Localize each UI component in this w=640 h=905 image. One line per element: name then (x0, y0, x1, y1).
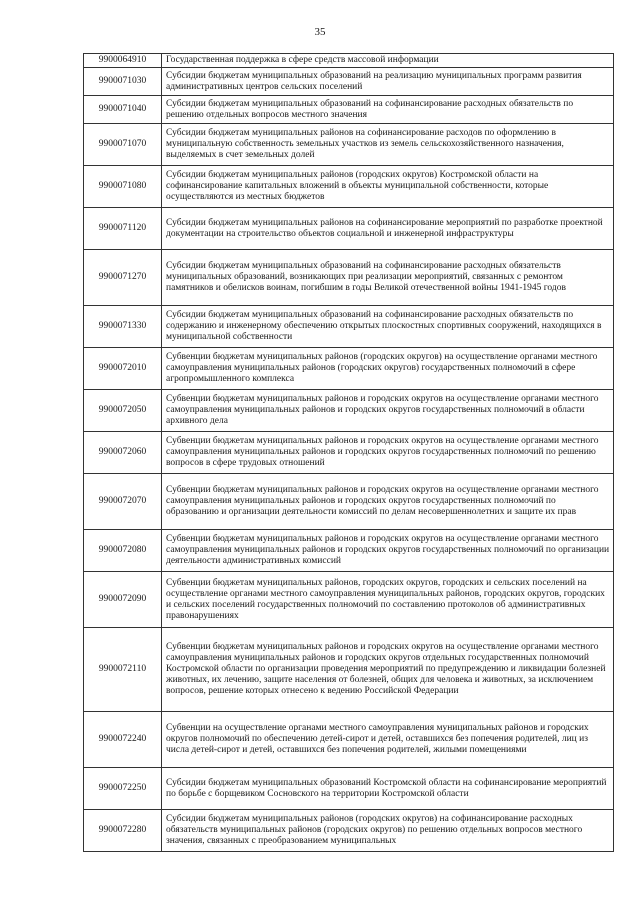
code-cell: 9900072240 (84, 712, 162, 768)
table-row (84, 96, 614, 124)
description-cell: Субвенции бюджетам муниципальных районов и городских округов на осуществление органами местного самоуправления муниципальных районов и городских округов государственных полномочий по образованию и организации деятельности комиссий по делам несовершеннолетних и защите их прав (162, 474, 614, 530)
table-row (84, 208, 614, 250)
code-cell: 9900072060 (84, 432, 162, 474)
code-cell: 9900072110 (84, 628, 162, 712)
table-row (84, 68, 614, 96)
description-cell: Субсидии бюджетам муниципальных районов (городских округов) Костромской области на софинансирование капитальных вложений в объекты муниципальной собственности, которые осуществляются из местных бюджетов (162, 166, 614, 208)
code-cell: 9900064910 (84, 54, 162, 68)
code-cell: 9900071070 (84, 124, 162, 166)
code-cell: 9900071030 (84, 68, 162, 96)
description-cell: Субвенции бюджетам муниципальных районов и городских округов на осуществление органами местного самоуправления муниципальных районов и городских округов государственных полномочий в области архивного дела (162, 390, 614, 432)
code-cell: 9900072280 (84, 810, 162, 852)
description-cell: Государственная поддержка в сфере средств массовой информации (162, 54, 614, 68)
table-row (84, 530, 614, 572)
code-cell: 9900072050 (84, 390, 162, 432)
code-cell: 9900071080 (84, 166, 162, 208)
table-row (84, 250, 614, 306)
table-row (84, 810, 614, 852)
table-row (84, 712, 614, 768)
budget-codes-table (83, 53, 614, 852)
description-cell: Субсидии бюджетам муниципальных образований на реализацию муниципальных программ развития административных центров сельских поселений (162, 68, 614, 96)
table-row (84, 306, 614, 348)
code-cell: 9900072250 (84, 768, 162, 810)
description-cell: Субвенции бюджетам муниципальных районов, городских округов, городских и сельских поселений на осуществление органами местного самоуправления муниципальных районов, городских округов, городских и сельских поселений государственных полномочий по составлению протоколов об административных правонарушениях (162, 572, 614, 628)
table-row (84, 348, 614, 390)
page-number: 35 (314, 26, 326, 38)
table-row (84, 124, 614, 166)
code-cell: 9900072080 (84, 530, 162, 572)
description-cell: Субсидии бюджетам муниципальных образований на софинансирование расходных обязательств по решению отдельных вопросов местного значения (162, 96, 614, 124)
description-cell: Субсидии бюджетам муниципальных районов на софинансирование мероприятий по разработке проектной документации на строительство объектов социальной и инженерной инфраструктуры (162, 208, 614, 250)
description-cell: Субсидии бюджетам муниципальных районов (городских округов) на софинансирование расходных обязательств муниципальных районов (городских округов) по решению отдельных вопросов местного значения, связанных с преобразованием муниципальных (162, 810, 614, 852)
table-row (84, 54, 614, 68)
table-row (84, 768, 614, 810)
description-cell: Субсидии бюджетам муниципальных образований на софинансирование расходных обязательств по содержанию и инженерному обеспечению открытых плоскостных спортивных сооружений, находящихся в муниципальной собственности (162, 306, 614, 348)
description-cell: Субвенции бюджетам муниципальных районов (городских округов) на осуществление органами местного самоуправления муниципальных районов (городских округов) государственных полномочий в сфере агропромышленного комплекса (162, 348, 614, 390)
description-cell: Субвенции бюджетам муниципальных районов и городских округов на осуществление органами местного самоуправления муниципальных районов и городских округов государственных полномочий по решению вопросов в сфере трудовых отношений (162, 432, 614, 474)
table-row (84, 390, 614, 432)
table-row (84, 166, 614, 208)
code-cell: 9900072090 (84, 572, 162, 628)
code-cell: 9900071040 (84, 96, 162, 124)
description-cell: Субвенции бюджетам муниципальных районов и городских округов на осуществление органами местного самоуправления муниципальных районов и городских округов отдельных государственных полномочий Костромской области по организации проведения мероприятий по предупреждению и ликвидации болезней животных, их лечению, защите населения от болезней, общих для человека и животных, за исключением вопросов, решение которых отнесено к ведению Российской Федерации (162, 628, 614, 712)
code-cell: 9900071330 (84, 306, 162, 348)
code-cell: 9900072070 (84, 474, 162, 530)
table-row (84, 572, 614, 628)
code-cell: 9900072010 (84, 348, 162, 390)
table-row (84, 432, 614, 474)
code-cell: 9900071120 (84, 208, 162, 250)
code-cell: 9900071270 (84, 250, 162, 306)
description-cell: Субвенции бюджетам муниципальных районов и городских округов на осуществление органами местного самоуправления муниципальных районов и городских округов государственных полномочий по организации деятельности административных комиссий (162, 530, 614, 572)
table-row (84, 474, 614, 530)
table-row (84, 628, 614, 712)
description-cell: Субсидии бюджетам муниципальных районов на софинансирование расходов по оформлению в муниципальную собственность земельных участков из земель сельскохозяйственного назначения, выделяемых в счет земельных долей (162, 124, 614, 166)
description-cell: Субсидии бюджетам муниципальных образований на софинансирование расходных обязательств муниципальных образований, возникающих при реализации мероприятий, связанных с ремонтом памятников и обелисков воинам, погибшим в годы Великой отечественной войны 1941-1945 годов (162, 250, 614, 306)
description-cell: Субвенции на осуществление органами местного самоуправления муниципальных районов и городских округов полномочий по обеспечению детей-сирот и детей, оставшихся без попечения родителей, лиц из числа детей-сирот и детей, оставшихся без попечения родителей, жилыми помещениями (162, 712, 614, 768)
description-cell: Субсидии бюджетам муниципальных образований Костромской области на софинансирование мероприятий по борьбе с борщевиком Сосновского на территории Костромской области (162, 768, 614, 810)
